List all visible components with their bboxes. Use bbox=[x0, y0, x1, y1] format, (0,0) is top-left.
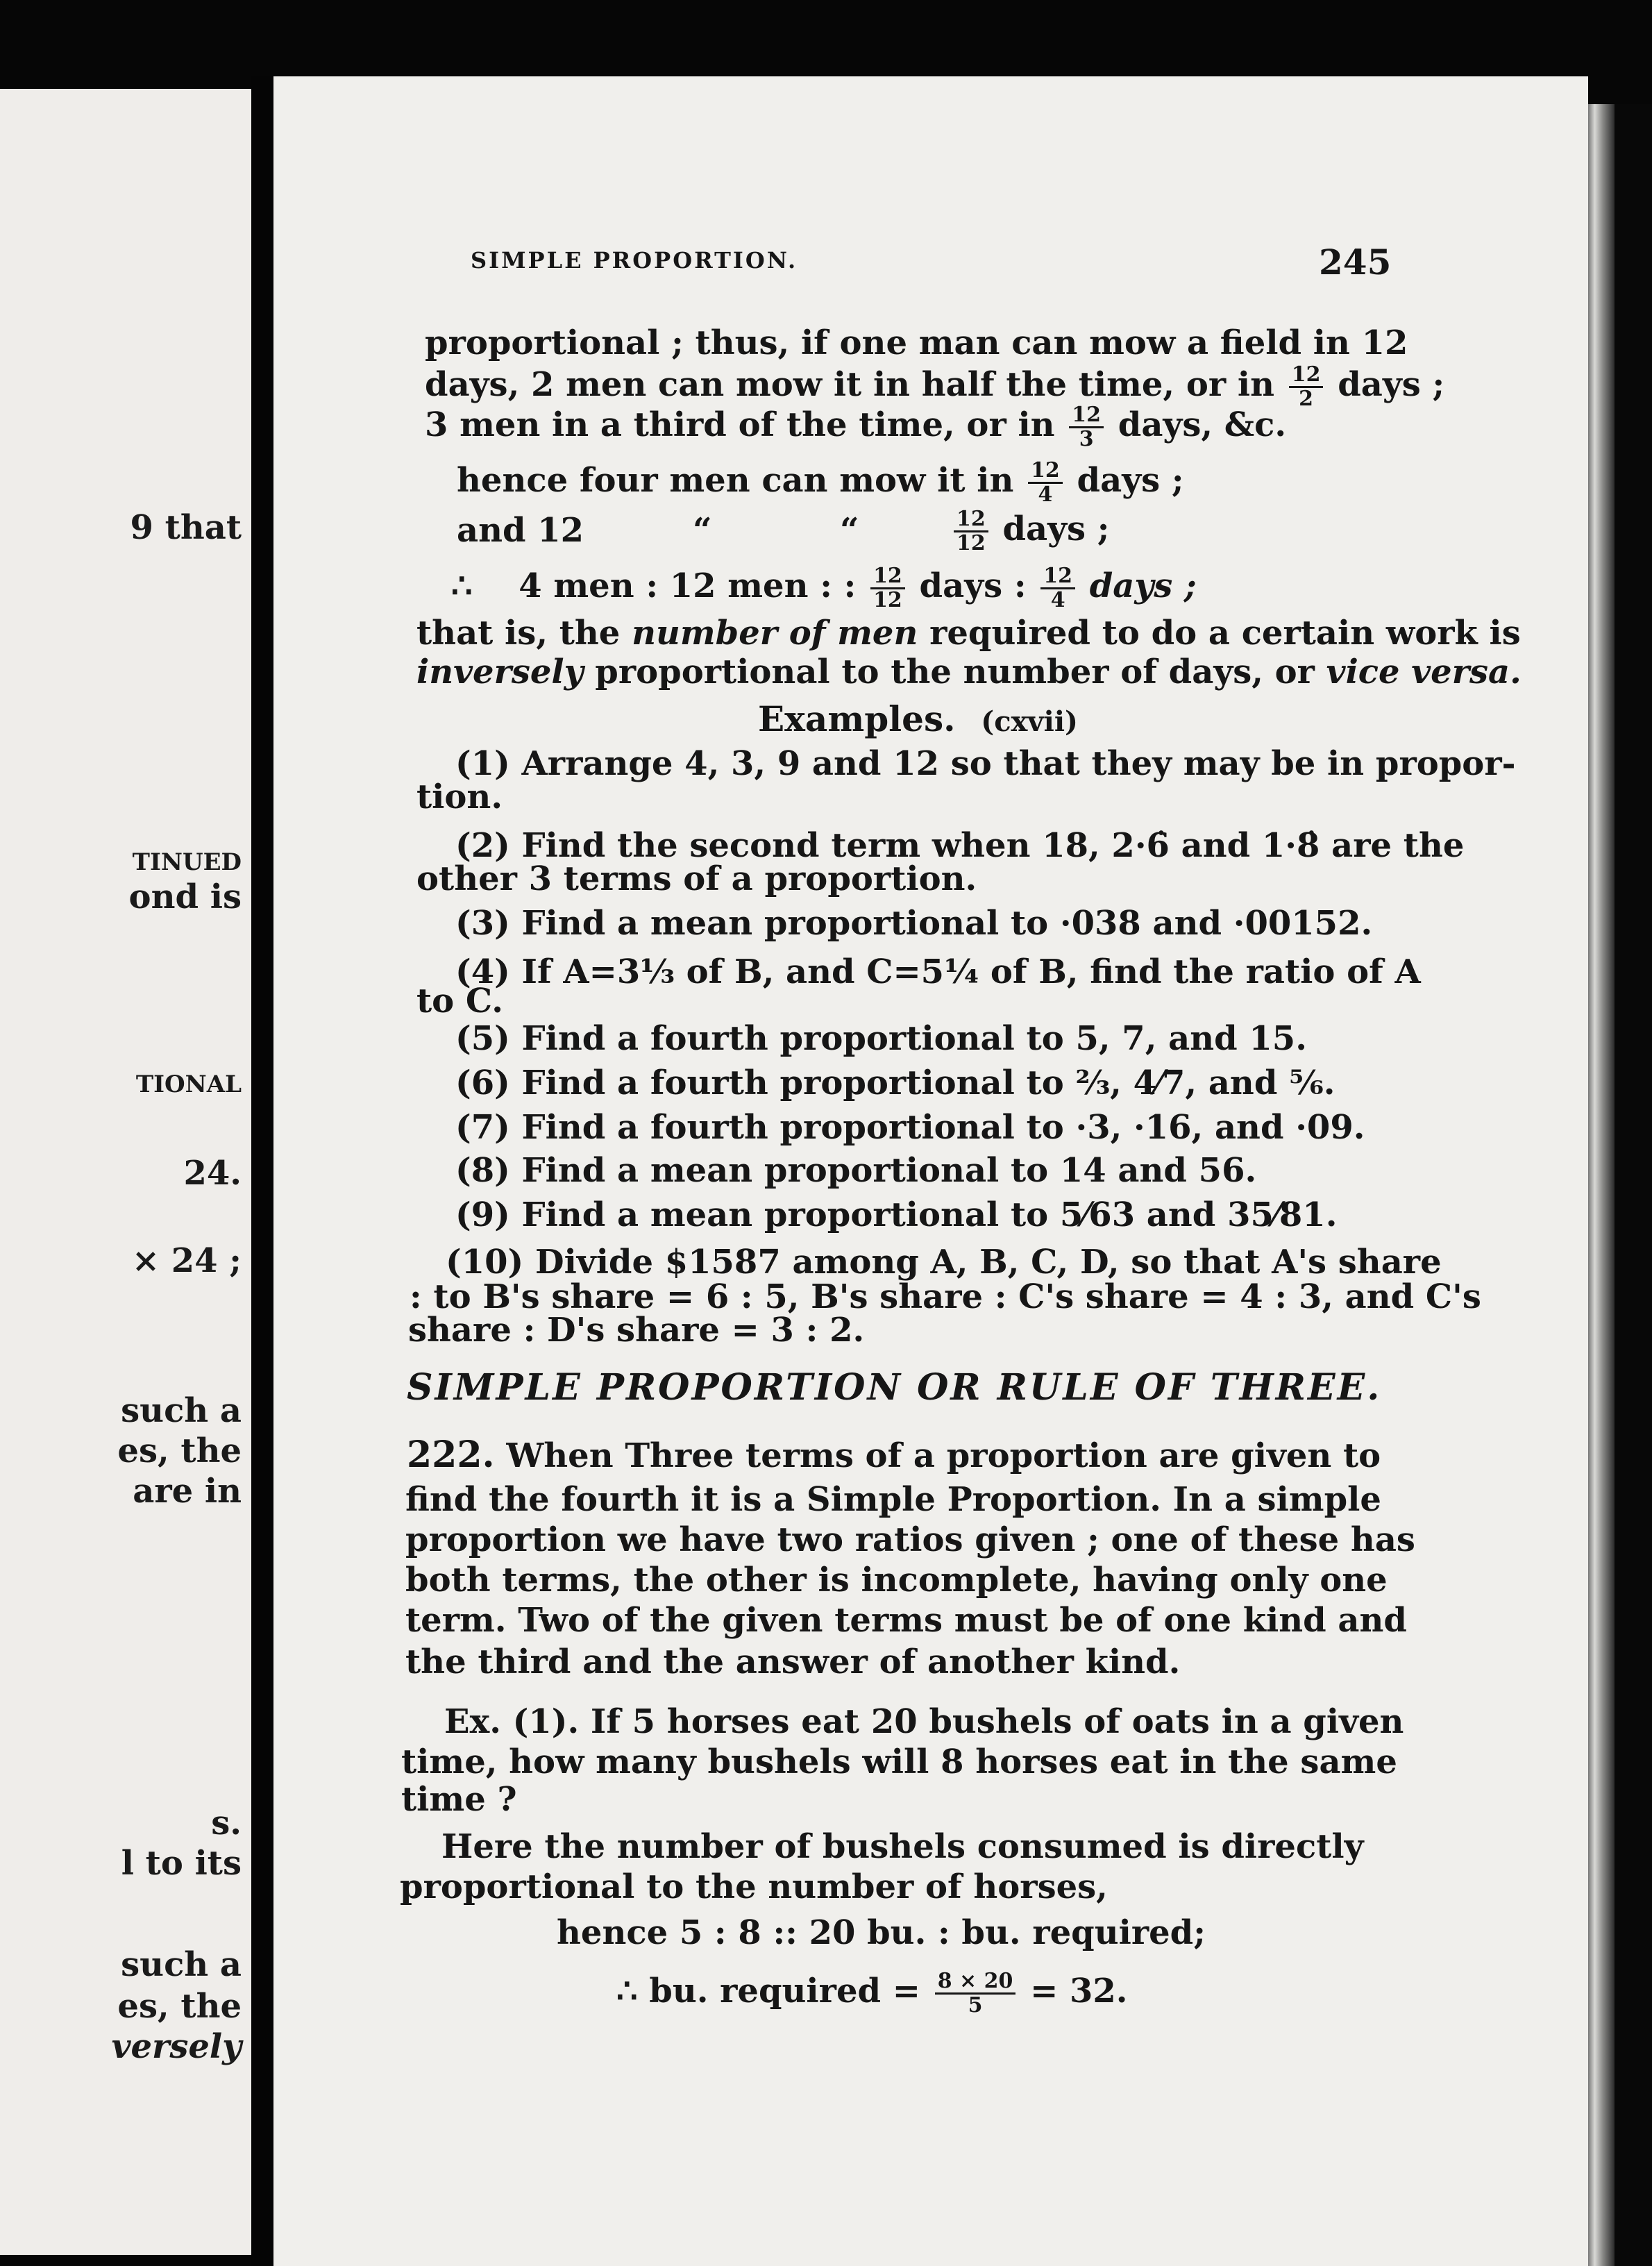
example-item: (8) Find a mean proportional to 14 and 56. bbox=[455, 1151, 1257, 1190]
explanation-line: proportional to the number of horses, bbox=[400, 1868, 1108, 1906]
text-line: proportional ; thus, if one man can mow a field in 12 bbox=[425, 324, 1408, 362]
text-line: and 12 “ “ $\frac{12}{12}$ days ; bbox=[457, 507, 1110, 555]
page-number: 245 bbox=[1319, 242, 1392, 283]
left-fragment: 9 that bbox=[130, 508, 242, 547]
text-line: 3 men in a third of the time, or in $\frac{12}{3}$ days, &c. bbox=[425, 403, 1287, 451]
left-fragment: 24. bbox=[183, 1154, 242, 1193]
fraction: $\frac{12}{12}$ bbox=[870, 565, 905, 612]
example-item: (4) If A=3⅓ of B, and C=5¼ of B, find the ratio of A bbox=[455, 952, 1421, 991]
example-line: tion. bbox=[416, 778, 503, 816]
left-fragment: s. bbox=[211, 1804, 242, 1843]
text-line: inversely proportional to the number of days, or vice versa. bbox=[416, 653, 1522, 691]
left-fragment: versely bbox=[111, 2027, 242, 2066]
left-fragment: are in bbox=[133, 1472, 242, 1511]
fraction: $\frac{8 \times 20}{5}$ bbox=[935, 1970, 1016, 2017]
section-paragraph-line: proportion we have two ratios given ; one of these has bbox=[405, 1520, 1415, 1559]
example-line: other 3 terms of a proportion. bbox=[416, 859, 977, 898]
fraction: $\frac{12}{12}$ bbox=[954, 508, 988, 555]
background-edge bbox=[1615, 104, 1652, 2266]
fraction: $\frac{12}{4}$ bbox=[1028, 460, 1063, 506]
text-line: days, 2 men can mow it in half the time, or in $\frac{12}{2}$ days ; bbox=[425, 362, 1445, 411]
text-line: ∴ 4 men : 12 men : : $\frac{12}{12}$ days : $\frac{12}{4}$ days ; bbox=[451, 564, 1197, 612]
example-item: (5) Find a fourth proportional to 5, 7, and 15. bbox=[455, 1019, 1307, 1058]
fraction: $\frac{12}{3}$ bbox=[1069, 404, 1104, 451]
running-header-title: SIMPLE PROPORTION. bbox=[471, 247, 798, 274]
example-item: (1) Arrange 4, 3, 9 and 12 so that they may be in propor- bbox=[455, 744, 1516, 783]
text-line: hence four men can mow it in $\frac{12}{4}$ days ; bbox=[457, 458, 1184, 507]
left-fragment: TIONAL bbox=[135, 1071, 242, 1098]
example-line: to C. bbox=[416, 982, 503, 1021]
left-fragment: such a bbox=[121, 1391, 242, 1430]
example-text-line: time, how many bushels will 8 horses eat in the same bbox=[401, 1743, 1397, 1781]
explanation-line: Here the number of bushels consumed is directly bbox=[441, 1827, 1364, 1866]
result-equation: ∴ bu. required = $\frac{8 \times 20}{5}$ = 32. bbox=[616, 1969, 1128, 2017]
left-fragment: such a bbox=[121, 1945, 242, 1984]
example-item: (9) Find a mean proportional to 5⁄63 and 35⁄81. bbox=[455, 1195, 1338, 1234]
example-text-line: time ? bbox=[401, 1780, 517, 1819]
section-paragraph-line: both terms, the other is incomplete, having only one bbox=[405, 1561, 1388, 1600]
left-fragment: × 24 ; bbox=[131, 1241, 242, 1280]
example-item: (10) Divide $1587 among A, B, C, D, so that A's share bbox=[446, 1243, 1442, 1282]
section-title: SIMPLE PROPORTION OR RULE OF THREE. bbox=[407, 1366, 1382, 1409]
example-item: (3) Find a mean proportional to ·038 and ·00152. bbox=[455, 904, 1373, 943]
left-fragment: es, the bbox=[117, 1432, 242, 1470]
examples-heading: Examples. (cxvii) bbox=[758, 698, 1078, 739]
proportion-statement: hence 5 : 8 :: 20 bu. : bu. required; bbox=[557, 1913, 1206, 1952]
example-line: : to B's share = 6 : 5, B's share : C's share = 4 : 3, and C's bbox=[410, 1277, 1481, 1316]
left-fragment: es, the bbox=[117, 1987, 242, 2026]
example-item: (2) Find the second term when 18, 2·6̇ and 1·8̇ are the bbox=[455, 826, 1465, 865]
section-paragraph-line: find the fourth it is a Simple Proportion. In a simple bbox=[405, 1480, 1381, 1519]
paragraph-number: 222. bbox=[407, 1434, 495, 1476]
left-page-fragment bbox=[0, 89, 251, 2255]
example-line: share : D's share = 3 : 2. bbox=[408, 1311, 865, 1350]
book-gutter bbox=[251, 76, 273, 2266]
text-line: that is, the number of men required to do a certain work is bbox=[416, 614, 1521, 653]
section-paragraph-line: the third and the answer of another kind. bbox=[405, 1643, 1181, 1681]
example-item: (7) Find a fourth proportional to ·3, ·16, and ·09. bbox=[455, 1108, 1365, 1147]
fraction: $\frac{12}{4}$ bbox=[1040, 565, 1075, 612]
left-fragment: ond is bbox=[128, 878, 242, 916]
book-spine-edge bbox=[1588, 104, 1615, 2266]
section-paragraph-line: term. Two of the given terms must be of one kind and bbox=[405, 1601, 1407, 1640]
fraction: $\frac{12}{2}$ bbox=[1289, 364, 1324, 410]
left-fragment: l to its bbox=[121, 1844, 242, 1883]
example-item: (6) Find a fourth proportional to ⅔, 4⁄7, and ⅚. bbox=[455, 1064, 1335, 1102]
left-fragment: TINUED bbox=[132, 848, 242, 876]
example-text-line: Ex. (1). If 5 horses eat 20 bushels of oats in a given bbox=[444, 1702, 1404, 1741]
section-paragraph-line: 222. When Three terms of a proportion are given to bbox=[407, 1434, 1381, 1476]
